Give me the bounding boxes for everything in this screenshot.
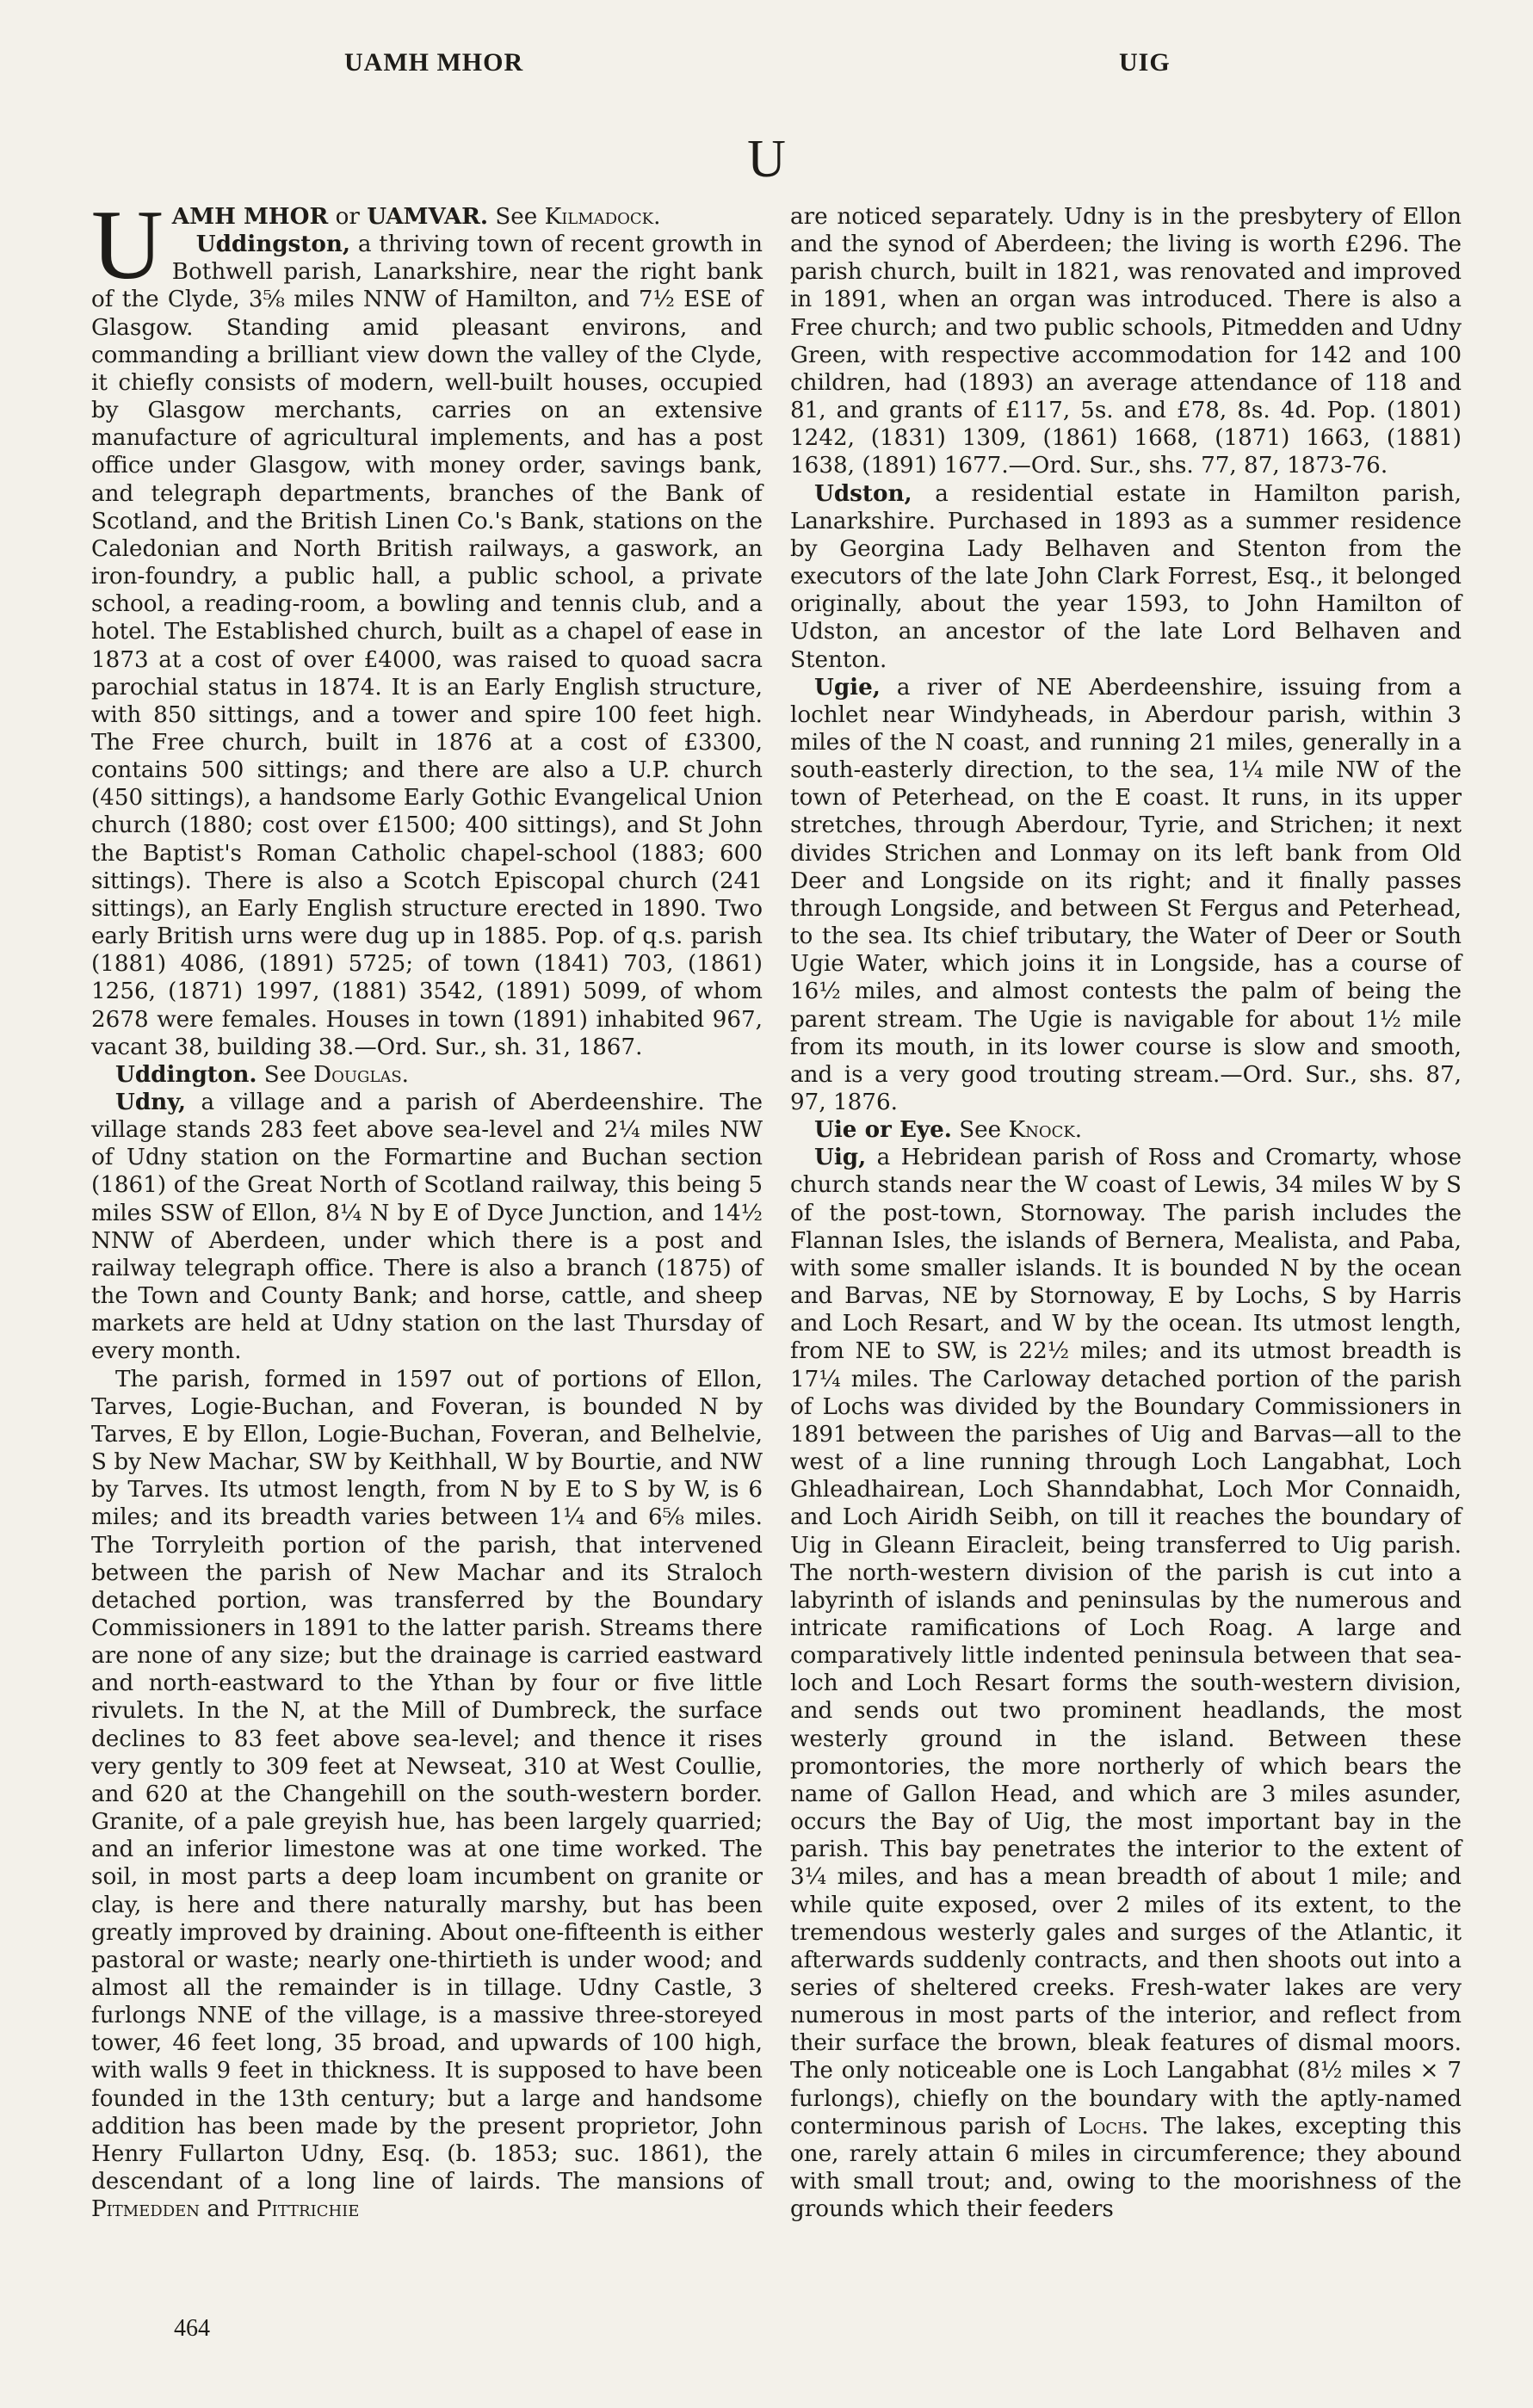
entry-uie — [790, 1116, 1462, 1144]
entry-udny-continued — [790, 203, 1462, 480]
left-column — [91, 190, 763, 2223]
headword: UAMVAR. — [367, 203, 489, 230]
cross-reference: Douglas. — [313, 1061, 409, 1088]
entry-text: See — [951, 1117, 1009, 1144]
headword: Uig, — [814, 1144, 867, 1171]
headword: AMH MHOR — [171, 203, 329, 230]
headword: Uie or Eye. — [814, 1116, 952, 1144]
drop-cap: U — [91, 190, 164, 300]
entry-text: a Hebridean parish of Ross and Cromarty, whose church stands near the W coast of Lewis, 34 miles W by S of the post-town, Stornoway. The parish includes the Flannan Isles, the islands of Bernera, Mealista, and Paba, with some smaller islands. It is bounded N by the ocean and Barvas, NE by Stornoway, E by Lochs, S by Harris and Loch Resart, and W by the ocean. Its utmost length, from NE to SW, is 22½ miles; and its utmost breadth is 17¼ miles. The Carloway detached portion of the parish of Lochs was divided by the Boundary Commissioners in 1891 between the parishes of Uig and Barvas—all to the west of a line running through Loch Langabhat, Loch Ghleadhairean, Loch Shanndabhat, Loch Mor Connaidh, and Loch Airidh Seibh, on till it reaches the boundary of Uig in Gleann Eiracleit, being transferred to Uig parish. The north-western division of the parish is cut into a labyrinth of islands and peninsulas by the numerous and intricate ramifications of Loch Roag. A large and comparatively little indented peninsula between that sea-loch and Loch Resart forms the south-western division, and sends out two prominent headlands, the most westerly ground in the island. Between these promontories, the more northerly of which bears the name of Gallon Head, and which are 3 miles asunder, occurs the Bay of Uig, the most important bay in the parish. This bay penetrates the interior to the extent of 3¼ miles, and has a mean breadth of about 1 mile; and while quite exposed, over 2 miles of its extent, to the tremendous westerly gales and surges of the Atlantic, it afterwards suddenly contracts, and then shoots out into a series of sheltered creeks. Fresh-water lakes are very numerous in most parts of the interior, and reflect from their surface the brown, bleak features of dismal moors. The only noticeable one is Loch Langabhat (8½ miles × 7 furlongs), chiefly on the boundary with the aptly-named conterminous parish of — [790, 1145, 1462, 2139]
entry-text: a residential estate in Hamilton parish, Lanarkshire. Purchased in 1893 as a summer residence by Georgina Lady Belhaven and Stenton from the executors of the late John Clark Forrest, Esq., it belonged originally, about the year 1593, to John Hamilton of Udston, an ancestor of the late Lord Belhaven and Stenton. — [790, 480, 1462, 673]
entry-ugie — [790, 674, 1462, 1117]
headword: Uddingston, — [195, 231, 351, 258]
entry-text: a thriving town of recent growth in Bothwell parish, Lanarkshire, near the right bank of the Clyde, 3⅝ miles NNW of Hamilton, and 7½ ESE of Glasgow. Standing amid pleasant environs, and commanding a brilliant view down the valley of the Clyde, it chiefly consists of modern, well-built houses, occupied by Glasgow merchants, carries on an extensive manufacture of agricultural implements, and has a post office under Glasgow, with money order, savings bank, and telegraph departments, branches of the Bank of Scotland, and the British Linen Co.'s Bank, stations on the Caledonian and North British railways, a gaswork, an iron-foundry, a public hall, a public school, a private school, a reading-room, a bowling and tennis club, and a hotel. The Established church, built as a chapel of ease in 1873 at a cost of over £4000, was raised to quoad sacra parochial status in 1874. It is an Early English structure, with 850 sittings, and a tower and spire 100 feet high. The Free church, built in 1876 at a cost of £3300, contains 500 sittings; and there are also a U.P. church (450 sittings), a handsome Early Gothic Evangelical Union church (1880; cost over £1500; 400 sittings), and St John the Baptist's Roman Catholic chapel-school (1883; 600 sittings). There is also a Scotch Episcopal church (241 sittings), an Early English structure erected in 1890. Two early British urns were dug up in 1885. Pop. of q.s. parish (1881) 4086, (1891) 5725; of town (1841) 703, (1861) 1256, (1871) 1997, (1881) 3542, (1891) 5099, of whom 2678 were females. Houses in town (1891) inhabited 967, vacant 38, building 38.—Ord. Sur., sh. 31, 1867. — [91, 232, 763, 1060]
entry-udny — [91, 1089, 763, 1366]
entry-text: or — [328, 204, 368, 230]
entry-udny-parish — [91, 1366, 763, 2224]
cross-reference: Pitmedden — [91, 2196, 201, 2223]
headword: Udston, — [814, 479, 912, 507]
entry-uig — [790, 1144, 1462, 2223]
headword: Uddington. — [115, 1060, 257, 1088]
entry-text: See — [257, 1061, 314, 1088]
entry-udston — [790, 480, 1462, 674]
entry-text: See — [495, 204, 545, 230]
headword: Udny, — [115, 1089, 187, 1115]
entry-text: The lakes, excepting this one, rarely attain 6 miles in circumference; they abound with small trout; and, owing to the moorishness of the grounds which their feeders — [790, 2113, 1462, 2223]
running-head-right: UIG — [1119, 48, 1171, 77]
headword: Ugie, — [814, 673, 881, 701]
entry-text: a river of NE Aberdeenshire, issuing from a lochlet near Windyheads, in Aberdour parish, within 3 miles of the N coast, and running 21 miles, generally in a south-easterly direction, to the sea, 1¼ mile NW of the town of Peterhead, on the E coast. It runs, in its upper stretches, through Aberdour, Tyrie, and Strichen; it next divides Strichen and Lonmay on its left bank from Old Deer and Longside on its right; and it finally passes through Longside, and between St Fergus and Peterhead, to the sea. Its chief tributary, the Water of Deer or South Ugie Water, which joins it in Longside, has a course of 16½ miles, and almost contests the palm of being the parent stream. The Ugie is navigable for about 1½ mile from its mouth, in its lower course is slow and smooth, and is a very good trouting stream.—Ord. Sur., shs. 87, 97, 1876. — [790, 674, 1462, 1115]
section-letter: U — [747, 130, 786, 188]
entry-text: a village and a parish of Aberdeenshire. The village stands 283 feet above sea-level and 2¼ miles NW of Udny station on the Formartine and Buchan section (1861) of the Great North of Scotland railway, this being 5 miles SSW of Ellon, 8¼ N by E of Dyce Junction, and 14½ NNW of Aberdeen, under which there is a post and railway telegraph office. There is also a branch (1875) of the Town and County Bank; and horse, cattle, and sheep markets are held at Udny station on the last Thursday of every month. — [91, 1090, 763, 1365]
entry-uddingston — [91, 231, 763, 1061]
cross-reference: Knock. — [1008, 1117, 1083, 1144]
entry-text: The parish, formed in 1597 out of portions of Ellon, Tarves, Logie-Buchan, and Foveran, is bounded N by Tarves, E by Ellon, Logie-Buchan, Foveran, and Belhelvie, S by New Machar, SW by Keithhall, W by Bourtie, and NW by Tarves. Its utmost length, from N by E to S by W, is 6 miles; and its breadth varies between 1¼ and 6⅝ miles. The Torryleith portion of the parish, that intervened between the parish of New Machar and its Straloch detached portion, was transferred by the Boundary Commissioners in 1891 to the latter parish. Streams there are none of any size; but the drainage is carried eastward and north-eastward to the Ythan by four or five little rivulets. In the N, at the Mill of Dumbreck, the surface declines to 83 feet above sea-level; and thence it rises very gently to 309 feet at Newseat, 310 at West Coullie, and 620 at the Changehill on the south-western border. Granite, of a pale greyish hue, has been largely quarried; and an inferior limestone was at one time worked. The soil, in most parts a deep loam incumbent on granite or clay, is here and there naturally marshy, but has been greatly improved by draining. About one-fifteenth is either pastoral or waste; nearly one-thirtieth is under wood; and almost all the remainder is in tillage. Udny Castle, 3 furlongs NNE of the village, is a massive three-storeyed tower, 46 feet long, 35 broad, and upwards of 100 high, with walls 9 feet in thickness. It is supposed to have been founded in the 13th century; but a large and handsome addition has been made by the present proprietor, John Henry Fullarton Udny, Esq. (b. 1853; suc. 1861), the descendant of a long line of lairds. The mansions of — [91, 1366, 763, 2195]
entry-text: are noticed separately. Udny is in the presbytery of Ellon and the synod of Aberdeen; the living is worth £296. The parish church, built in 1821, was renovated and improved in 1891, when an organ was introduced. There is also a Free church; and two public schools, Pitmedden and Udny Green, with respective accommodation for 142 and 100 children, had (1893) an average attendance of 118 and 81, and grants of £117, 5s. and £78, 8s. 4d. Pop. (1801) 1242, (1831) 1309, (1861) 1668, (1871) 1663, (1881) 1638, (1891) 1677.—Ord. Sur., shs. 77, 87, 1873-76. — [790, 204, 1462, 479]
cross-reference: Pittrichie — [256, 2196, 360, 2223]
entry-uddington — [91, 1061, 763, 1089]
right-column — [790, 203, 1462, 2223]
cross-reference: Kilmadock. — [544, 204, 661, 230]
cross-reference: Lochs. — [1078, 2113, 1149, 2139]
running-head-left: UAMH MHOR — [344, 48, 524, 77]
page-number: 464 — [174, 2315, 210, 2342]
entry-text: and — [200, 2196, 257, 2223]
